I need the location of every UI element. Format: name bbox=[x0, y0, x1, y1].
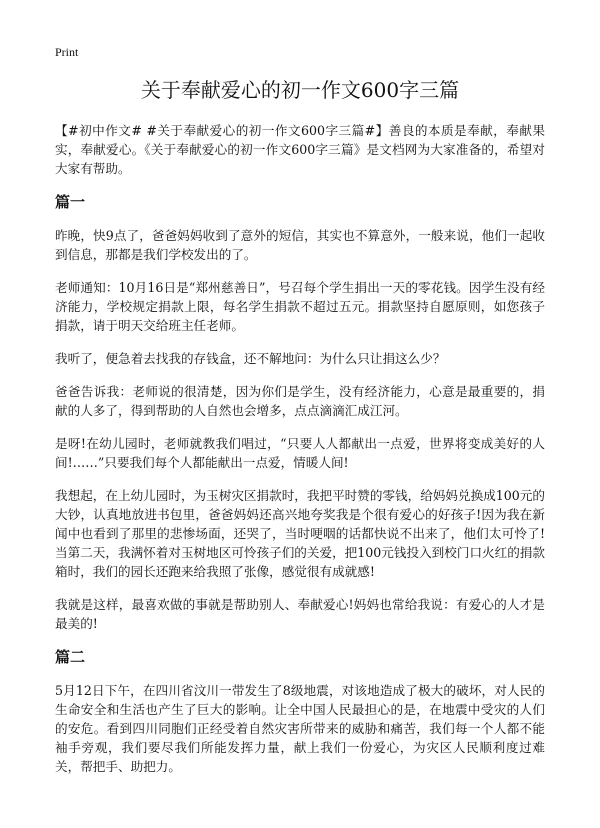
paragraph: 是呀!在幼儿园时，老师就教我们唱过，“只要人人都献出一点爱，世界将变成美好的人间!……”只要我们每个人都能献出一点爱，情暖人间! bbox=[55, 436, 545, 470]
paragraph: 我听了，便急着去找我的存钱盒，还不解地问：为什么只让捐这么少？ bbox=[55, 351, 446, 366]
intro-paragraph: 【#初中作文# #关于奉献爱心的初一作文600字三篇#】善良的本质是奉献，奉献果实，奉献爱心。《关于奉献爱心的初一作文600字三篇》是文档网为大家准备的，希望对大家有帮助。 bbox=[55, 123, 545, 176]
paragraph: 昨晚，快9点了，爸爸妈妈收到了意外的短信，其实也不算意外，一般来说，他们一起收到信息，那都是我们学校发出的了。 bbox=[55, 228, 545, 262]
paragraph: 我就是这样，最喜欢做的事就是帮助别人、奉献爱心!妈妈也常给我说：有爱心的人才是最美的! bbox=[55, 597, 545, 631]
paragraph: 老师通知：10月16日是“郑州慈善日”，号召每个学生捐出一天的零花钱。因学生没有经济能力，学校规定捐款上限，每名学生捐款不超过五元。捐款坚持自愿原则，如您孩子捐款，请于明天交给班主任老师。 bbox=[55, 280, 545, 333]
paragraph: 我想起，在上幼儿园时，为玉树灾区捐款时，我把平时赞的零钱，给妈妈兑换成100元的大钞，认真地放进书包里，爸爸妈妈还高兴地夸奖我是个很有爱心的好孩子!因为我在新闻中也看到了那里的悲惨场面，还哭了，当时哽咽的话都快说不出来了，他们太可怜了!当第二天，我满怀着对玉树地区可怜孩子们的关爱，把100元钱投入到校门口火红的捐款箱时，我们的园长还跑来给我照了张像，感觉很有成就感! bbox=[55, 488, 546, 579]
paragraph: 爸爸告诉我：老师说的很清楚，因为你们是学生，没有经济能力，心意是最重要的，捐献的人多了，得到帮助的人自然也会增多，点点滴滴汇成江河。 bbox=[55, 384, 545, 418]
paragraph: 5月12日下午，在四川省汶川一带发生了8级地震，对该地造成了极大的破坏，对人民的生命安全和生活也产生了巨大的影响。让全中国人民最担心的是，在地震中受灾的人们的安危。看到四川同胞们正经受着自然灾害所带来的威胁和痛苦，我们每一个人都不能袖手旁观，我们要尽我们所能发挥力量，献上我们一份爱心，为灾区人民顺利度过难关，帮把手、助把力。 bbox=[55, 683, 545, 774]
page-title: 关于奉献爱心的初一作文600字三篇 bbox=[140, 78, 460, 102]
article-body bbox=[55, 121, 545, 790]
section-heading-2: 篇二 bbox=[55, 648, 86, 666]
section-heading-1: 篇一 bbox=[55, 193, 86, 211]
print-link[interactable]: Print bbox=[55, 45, 79, 59]
